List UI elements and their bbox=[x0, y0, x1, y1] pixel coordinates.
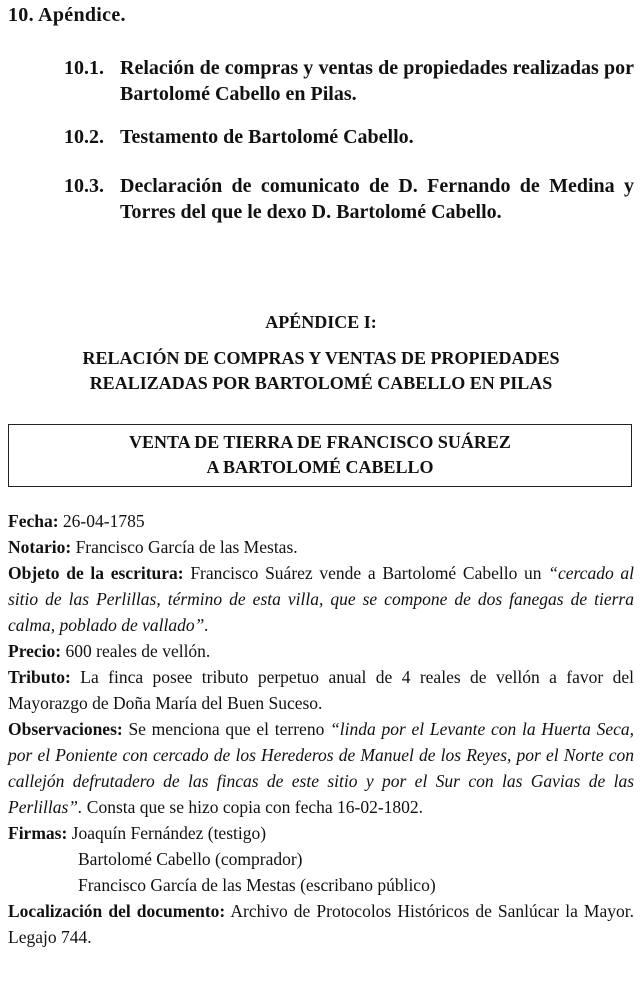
section-heading: 10. Apéndice. bbox=[8, 4, 126, 26]
localizacion-row bbox=[8, 898, 634, 950]
subsection-text: Testamento de Bartolomé Cabello. bbox=[120, 126, 414, 148]
subsection-item bbox=[64, 55, 634, 107]
notario-label: Notario: bbox=[8, 537, 72, 557]
notario-value: Francisco García de las Mestas. bbox=[75, 537, 298, 557]
tributo-row bbox=[8, 664, 634, 716]
tributo-label: Tributo: bbox=[8, 667, 71, 687]
subsection-number: 10.2. bbox=[64, 126, 104, 148]
firma-item: Bartolomé Cabello (comprador) bbox=[78, 849, 303, 869]
subsection-item bbox=[64, 124, 634, 150]
record-body bbox=[8, 508, 634, 950]
appendix-subtitle-line: RELACIÓN DE COMPRAS Y VENTAS DE PROPIEDADES bbox=[82, 348, 560, 368]
firmas-label: Firmas: bbox=[8, 823, 68, 843]
objeto-label: Objeto de la escritura: bbox=[8, 563, 184, 583]
objeto-text: Francisco Suárez vende a Bartolomé Cabello un bbox=[190, 563, 542, 583]
observaciones-quote: “linda por el Levante con la Huerta Seca, por el Poniente con cercado de los Herederos de Manuel de los Reyes, por el Norte con callejón defrutadero de las fincas de este sitio y por el Sur con las Gavias de las Perlillas”. bbox=[8, 719, 635, 817]
fecha-value: 26-04-1785 bbox=[62, 511, 145, 531]
fecha-label: Fecha: bbox=[8, 511, 59, 531]
record-title-line: A BARTOLOMÉ CABELLO bbox=[206, 457, 434, 477]
subsection-number: 10.1. bbox=[64, 57, 104, 79]
observaciones-label: Observaciones: bbox=[8, 719, 123, 739]
subsection-number: 10.3. bbox=[64, 175, 104, 197]
localizacion-value: Archivo de Protocolos Históricos de Sanlúcar la Mayor. Legajo 744. bbox=[8, 901, 634, 947]
objeto-quote: “cercado al sitio de las Perlillas, término de esta villa, que se compone de dos fanegas de tierra calma, poblado de vallado”. bbox=[8, 563, 635, 635]
record-title-box bbox=[8, 424, 632, 487]
precio-row bbox=[8, 638, 634, 664]
appendix-title: APÉNDICE I: bbox=[265, 312, 377, 332]
objeto-row bbox=[8, 560, 634, 638]
precio-value: 600 reales de vellón. bbox=[65, 641, 211, 661]
observaciones-tail: Consta que se hizo copia con fecha 16-02-1802. bbox=[86, 797, 424, 817]
tributo-value: La finca posee tributo perpetuo anual de 4 reales de vellón a favor del Mayorazgo de Doña María del Buen Suceso. bbox=[8, 667, 634, 713]
notario-row bbox=[8, 534, 634, 560]
appendix-subtitle bbox=[0, 346, 642, 396]
observaciones-row bbox=[8, 716, 634, 820]
firma-item: Francisco García de las Mestas (escribano público) bbox=[78, 875, 436, 895]
appendix-subtitle-line: REALIZADAS POR BARTOLOMÉ CABELLO EN PILAS bbox=[89, 373, 553, 393]
observaciones-text: Se menciona que el terreno bbox=[128, 719, 325, 739]
subsection-text: Declaración de comunicato de D. Fernando de Medina y Torres del que le dexo D. Bartolomé Cabello. bbox=[120, 175, 634, 223]
localizacion-label: Localización del documento: bbox=[8, 901, 226, 921]
firmas-row bbox=[8, 820, 634, 846]
firma-item: Joaquín Fernández (testigo) bbox=[71, 823, 267, 843]
record-title-line: VENTA DE TIERRA DE FRANCISCO SUÁREZ bbox=[129, 432, 511, 452]
fecha-row bbox=[8, 508, 634, 534]
precio-label: Precio: bbox=[8, 641, 62, 661]
subsection-item bbox=[64, 173, 634, 225]
subsection-text: Relación de compras y ventas de propiedades realizadas por Bartolomé Cabello en Pilas. bbox=[120, 57, 634, 105]
